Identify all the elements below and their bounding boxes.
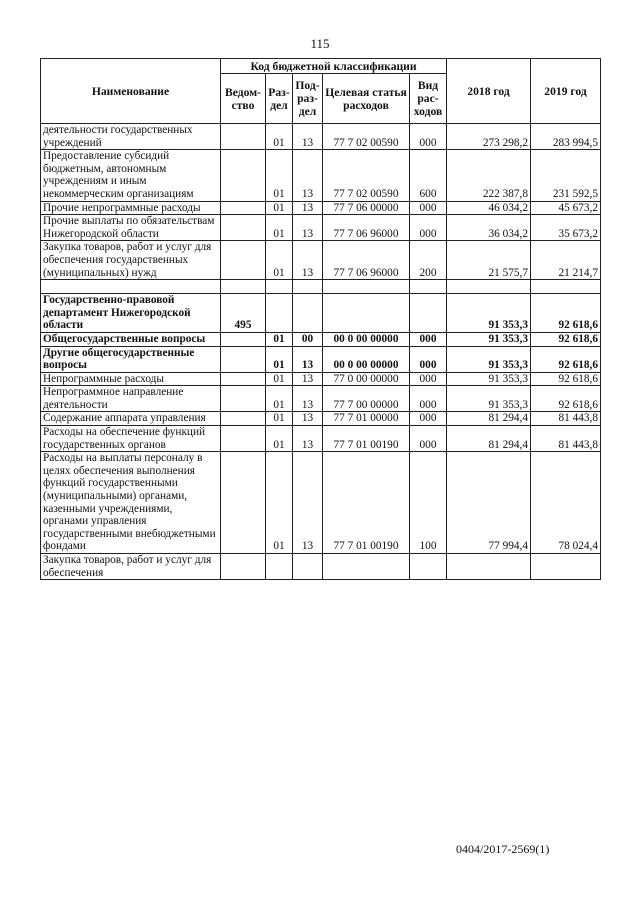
- cell-department: [221, 124, 266, 150]
- cell-name: Непрограммные расходы: [41, 372, 221, 386]
- cell-2019: 35 673,2: [531, 215, 601, 241]
- cell-name: Закупка товаров, работ и услуг для обеспечения: [41, 554, 221, 580]
- cell-2018: 21 575,7: [447, 241, 531, 280]
- cell-expense-kind: 000: [410, 426, 447, 452]
- cell-name: Другие общегосударственные вопросы: [41, 346, 221, 372]
- cell-2018: 91 353,3: [447, 294, 531, 333]
- cell-2018: 91 353,3: [447, 332, 531, 346]
- table-row: [41, 386, 601, 412]
- table-row: [41, 412, 601, 426]
- cell-target-article: 77 7 06 96000: [323, 241, 410, 280]
- cell-2018: 273 298,2: [447, 124, 531, 150]
- cell-name: Общегосударственные вопросы: [41, 332, 221, 346]
- cell-target-article: 77 7 00 00000: [323, 386, 410, 412]
- cell-2018: 222 387,8: [447, 150, 531, 201]
- cell-department: 495: [221, 294, 266, 333]
- cell-2018: 36 034,2: [447, 215, 531, 241]
- cell-2019: 21 214,7: [531, 241, 601, 280]
- cell-department: [221, 346, 266, 372]
- cell-name: Содержание аппарата управления: [41, 412, 221, 426]
- cell-2018: 77 994,4: [447, 452, 531, 554]
- cell-2018: 91 353,3: [447, 386, 531, 412]
- cell-expense-kind: [410, 554, 447, 580]
- cell-name: Расходы на обеспечение функций государственных органов: [41, 426, 221, 452]
- empty-cell: [323, 280, 410, 294]
- table-body: [41, 124, 601, 580]
- cell-section: 01: [266, 426, 293, 452]
- cell-section: 01: [266, 332, 293, 346]
- cell-2019: [531, 554, 601, 580]
- empty-cell: [293, 280, 323, 294]
- cell-name: Расходы на выплаты персоналу в целях обеспечения выполнения функций государственными (муниципальными) органами, казенными учреждениями, органами управления государственными внебюджетными фондами: [41, 452, 221, 554]
- table-row: [41, 554, 601, 580]
- cell-target-article: 77 7 02 00590: [323, 150, 410, 201]
- table-row: [41, 201, 601, 215]
- cell-subsection: 13: [293, 150, 323, 201]
- cell-2019: 231 592,5: [531, 150, 601, 201]
- cell-department: [221, 386, 266, 412]
- header-2019: 2019 год: [531, 59, 601, 124]
- cell-target-article: 77 7 01 00000: [323, 412, 410, 426]
- cell-section: [266, 554, 293, 580]
- empty-cell: [447, 280, 531, 294]
- cell-2019: 45 673,2: [531, 201, 601, 215]
- table-row: [41, 372, 601, 386]
- cell-section: 01: [266, 372, 293, 386]
- empty-cell: [531, 280, 601, 294]
- cell-section: 01: [266, 452, 293, 554]
- cell-2019: 92 618,6: [531, 386, 601, 412]
- cell-target-article: 77 7 06 00000: [323, 201, 410, 215]
- cell-2019: 78 024,4: [531, 452, 601, 554]
- header-name: Наименование: [41, 59, 221, 124]
- cell-expense-kind: 000: [410, 372, 447, 386]
- empty-cell: [41, 280, 221, 294]
- cell-department: [221, 452, 266, 554]
- cell-expense-kind: 000: [410, 332, 447, 346]
- cell-name: Закупка товаров, работ и услуг для обеспечения государственных (муниципальных) нужд: [41, 241, 221, 280]
- cell-expense-kind: 000: [410, 201, 447, 215]
- table-row: [41, 241, 601, 280]
- table-row: [41, 124, 601, 150]
- cell-expense-kind: [410, 294, 447, 333]
- cell-subsection: 13: [293, 372, 323, 386]
- table-header: [41, 59, 601, 124]
- cell-2019: 81 443,8: [531, 426, 601, 452]
- cell-name: Прочие непрограммные расходы: [41, 201, 221, 215]
- cell-subsection: 13: [293, 452, 323, 554]
- cell-department: [221, 412, 266, 426]
- header-section: Раз-дел: [266, 74, 293, 124]
- empty-cell: [410, 280, 447, 294]
- cell-subsection: [293, 554, 323, 580]
- cell-target-article: 77 7 01 00190: [323, 452, 410, 554]
- cell-name: Предоставление субсидий бюджетным, автономным учреждениям и иным некоммерческим организациям: [41, 150, 221, 201]
- cell-department: [221, 372, 266, 386]
- cell-2018: 81 294,4: [447, 426, 531, 452]
- cell-target-article: 77 0 00 00000: [323, 372, 410, 386]
- cell-expense-kind: 200: [410, 241, 447, 280]
- table-row: [41, 332, 601, 346]
- table-row: [41, 215, 601, 241]
- cell-2018: 81 294,4: [447, 412, 531, 426]
- cell-department: [221, 332, 266, 346]
- cell-2019: 92 618,6: [531, 346, 601, 372]
- cell-2018: 91 353,3: [447, 372, 531, 386]
- cell-subsection: 13: [293, 426, 323, 452]
- cell-subsection: 13: [293, 215, 323, 241]
- cell-expense-kind: 000: [410, 124, 447, 150]
- cell-2019: 92 618,6: [531, 332, 601, 346]
- cell-section: [266, 294, 293, 333]
- cell-target-article: 00 0 00 00000: [323, 346, 410, 372]
- cell-department: [221, 554, 266, 580]
- cell-target-article: [323, 554, 410, 580]
- cell-subsection: [293, 294, 323, 333]
- header-department: Ведом-ство: [221, 74, 266, 124]
- cell-expense-kind: 000: [410, 412, 447, 426]
- cell-target-article: 00 0 00 00000: [323, 332, 410, 346]
- cell-target-article: [323, 294, 410, 333]
- budget-table: [40, 58, 601, 580]
- cell-subsection: 13: [293, 412, 323, 426]
- cell-expense-kind: 000: [410, 346, 447, 372]
- cell-2019: 81 443,8: [531, 412, 601, 426]
- cell-section: 01: [266, 241, 293, 280]
- cell-expense-kind: 000: [410, 215, 447, 241]
- cell-name: деятельности государственных учреждений: [41, 124, 221, 150]
- empty-cell: [221, 280, 266, 294]
- cell-department: [221, 215, 266, 241]
- cell-name: Непрограммное направление деятельности: [41, 386, 221, 412]
- table-row: [41, 294, 601, 333]
- cell-target-article: 77 7 06 96000: [323, 215, 410, 241]
- cell-expense-kind: 600: [410, 150, 447, 201]
- cell-2018: [447, 554, 531, 580]
- cell-department: [221, 201, 266, 215]
- header-expense-kind: Вид рас-ходов: [410, 74, 447, 124]
- page-number: 115: [310, 36, 330, 51]
- cell-2018: 91 353,3: [447, 346, 531, 372]
- cell-section: 01: [266, 346, 293, 372]
- cell-subsection: 13: [293, 241, 323, 280]
- cell-section: 01: [266, 412, 293, 426]
- cell-name: Государственно-правовой департамент Нижегородской области: [41, 294, 221, 333]
- cell-section: 01: [266, 386, 293, 412]
- cell-department: [221, 241, 266, 280]
- table-row: [41, 346, 601, 372]
- header-subsection: Под-раз-дел: [293, 74, 323, 124]
- document-code: 0404/2017-2569(1): [456, 842, 550, 856]
- cell-target-article: 77 7 01 00190: [323, 426, 410, 452]
- cell-2019: 92 618,6: [531, 372, 601, 386]
- cell-2019: 283 994,5: [531, 124, 601, 150]
- table-row: [41, 452, 601, 554]
- cell-subsection: 13: [293, 386, 323, 412]
- header-target-article: Целевая статья расходов: [323, 74, 410, 124]
- empty-cell: [266, 280, 293, 294]
- cell-section: 01: [266, 201, 293, 215]
- table-row: [41, 150, 601, 201]
- header-2018: 2018 год: [447, 59, 531, 124]
- cell-section: 01: [266, 150, 293, 201]
- cell-target-article: 77 7 02 00590: [323, 124, 410, 150]
- cell-subsection: 13: [293, 346, 323, 372]
- cell-subsection: 13: [293, 124, 323, 150]
- cell-department: [221, 426, 266, 452]
- table-row: [41, 426, 601, 452]
- spacer-row: [41, 280, 601, 294]
- cell-subsection: 00: [293, 332, 323, 346]
- header-classification-group: Код бюджетной классификации: [221, 59, 447, 74]
- cell-2019: 92 618,6: [531, 294, 601, 333]
- cell-subsection: 13: [293, 201, 323, 215]
- cell-expense-kind: 000: [410, 386, 447, 412]
- cell-section: 01: [266, 215, 293, 241]
- cell-2018: 46 034,2: [447, 201, 531, 215]
- cell-department: [221, 150, 266, 201]
- cell-name: Прочие выплаты по обязательствам Нижегородской области: [41, 215, 221, 241]
- cell-expense-kind: 100: [410, 452, 447, 554]
- cell-section: 01: [266, 124, 293, 150]
